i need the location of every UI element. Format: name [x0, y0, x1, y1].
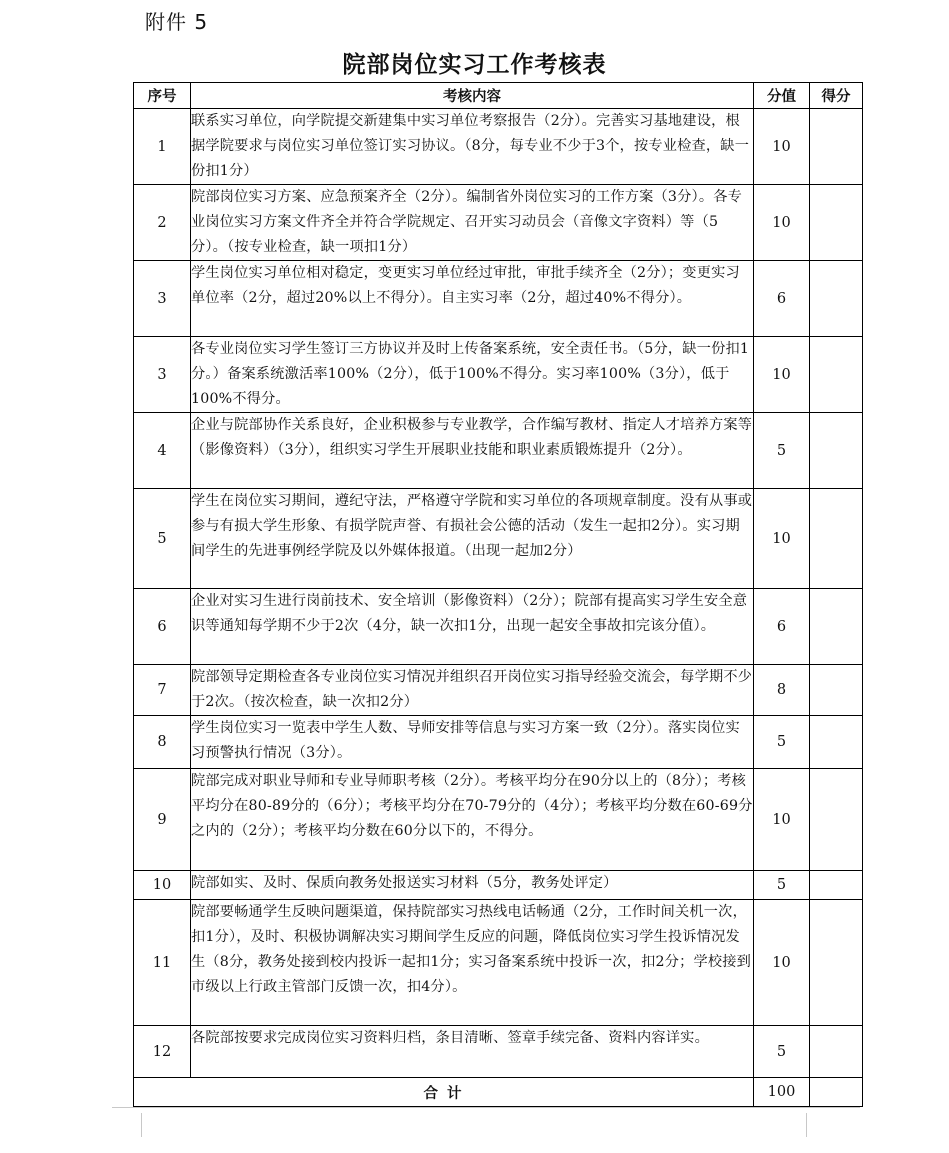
row-got-cell [810, 337, 863, 413]
table-row [134, 413, 863, 489]
row-num: 3 [134, 337, 191, 413]
table-row [134, 337, 863, 413]
table-row [134, 769, 863, 871]
row-num: 1 [134, 109, 191, 185]
header-num: 序号 [134, 83, 191, 109]
row-num: 10 [134, 871, 191, 900]
row-content: 学生岗位实习单位相对稳定，变更实习单位经过审批，审批手续齐全（2分）；变更实习单位率（2分，超过20%以上不得分）。自主实习率（2分，超过40%不得分）。 [191, 261, 754, 337]
header-content: 考核内容 [191, 83, 754, 109]
row-content: 企业对实习生进行岗前技术、安全培训（影像资料）（2分）；院部有提高实习学生安全意识等通知每学期不少于2次（4分，缺一次扣1分，出现一起安全事故扣完该分值）。 [191, 589, 754, 665]
row-got-cell [810, 900, 863, 1026]
row-got-cell [810, 413, 863, 489]
table-row [134, 871, 863, 900]
row-num: 5 [134, 489, 191, 589]
total-label: 合 计 [134, 1078, 754, 1107]
page-margin-tick-right [806, 1113, 807, 1137]
header-score: 分值 [754, 83, 810, 109]
row-score: 10 [754, 109, 810, 185]
table-row [134, 1026, 863, 1078]
page-margin-line [112, 1107, 860, 1108]
row-got-cell [810, 185, 863, 261]
header-got: 得分 [810, 83, 863, 109]
row-score: 10 [754, 769, 810, 871]
row-num: 9 [134, 769, 191, 871]
row-score: 10 [754, 337, 810, 413]
row-content: 企业与院部协作关系良好，企业积极参与专业教学，合作编写教材、指定人才培养方案等（影像资料）（3分），组织实习学生开展职业技能和职业素质锻炼提升（2分）。 [191, 413, 754, 489]
row-got-cell [810, 665, 863, 716]
table-row [134, 185, 863, 261]
row-score: 5 [754, 716, 810, 769]
table-row [134, 589, 863, 665]
page-margin-tick-left [141, 1113, 142, 1137]
row-got-cell [810, 489, 863, 589]
table-row [134, 489, 863, 589]
row-content: 各专业岗位实习学生签订三方协议并及时上传备案系统，安全责任书。（5分，缺一份扣1分。）备案系统激活率100%（2分），低于100%不得分。实习率100%（3分），低于100%不得分。 [191, 337, 754, 413]
row-content: 院部领导定期检查各专业岗位实习情况并组织召开岗位实习指导经验交流会，每学期不少于2次。（按次检查，缺一次扣2分） [191, 665, 754, 716]
total-got-cell [810, 1078, 863, 1107]
row-content: 学生在岗位实习期间，遵纪守法，严格遵守学院和实习单位的各项规章制度。没有从事或参与有损大学生形象、有损学院声誉、有损社会公德的活动（发生一起扣2分）。实习期间学生的先进事例经学院及以外媒体报道。（出现一起加2分） [191, 489, 754, 589]
row-content: 院部如实、及时、保质向教务处报送实习材料（5分，教务处评定） [191, 871, 754, 900]
document-title: 院部岗位实习工作考核表 [342, 51, 607, 78]
row-got-cell [810, 109, 863, 185]
row-num: 6 [134, 589, 191, 665]
row-got-cell [810, 769, 863, 871]
row-content: 联系实习单位，向学院提交新建集中实习单位考察报告（2分）。完善实习基地建设，根据学院要求与岗位实习单位签订实习协议。（8分，每专业不少于3个，按专业检查，缺一份扣1分） [191, 109, 754, 185]
row-score: 6 [754, 261, 810, 337]
row-score: 6 [754, 589, 810, 665]
row-num: 4 [134, 413, 191, 489]
row-content: 各院部按要求完成岗位实习资料归档，条目清晰、签章手续完备、资料内容详实。 [191, 1026, 754, 1078]
row-content: 院部完成对职业导师和专业导师职考核（2分）。考核平均分在90分以上的（8分）；考核平均分在80-89分的（6分）；考核平均分在70-79分的（4分）；考核平均分数在60-69分之内的（2分）；考核平均分数在60分以下的，不得分。 [191, 769, 754, 871]
row-got-cell [810, 1026, 863, 1078]
row-got-cell [810, 589, 863, 665]
table-header-row [134, 83, 863, 109]
row-got-cell [810, 871, 863, 900]
row-got-cell [810, 716, 863, 769]
row-content: 院部岗位实习方案、应急预案齐全（2分）。编制省外岗位实习的工作方案（3分）。各专业岗位实习方案文件齐全并符合学院规定、召开实习动员会（音像文字资料）等（5分）。（按专业检查，缺一项扣1分） [191, 185, 754, 261]
row-num: 7 [134, 665, 191, 716]
table-row [134, 261, 863, 337]
row-score: 10 [754, 185, 810, 261]
row-content: 学生岗位实习一览表中学生人数、导师安排等信息与实习方案一致（2分）。落实岗位实习预警执行情况（3分）。 [191, 716, 754, 769]
table-row [134, 109, 863, 185]
row-score: 5 [754, 871, 810, 900]
row-got-cell [810, 261, 863, 337]
table-row [134, 900, 863, 1026]
row-score: 5 [754, 1026, 810, 1078]
row-score: 5 [754, 413, 810, 489]
evaluation-table [133, 82, 863, 1107]
row-content: 院部要畅通学生反映问题渠道，保持院部实习热线电话畅通（2分，工作时间关机一次，扣1分），及时、积极协调解决实习期间学生反应的问题，降低岗位实习学生投诉情况发生（8分，教务处接到校内投诉一起扣1分；实习备案系统中投诉一次，扣2分；学校接到市级以上行政主管部门反馈一次，扣4分）。 [191, 900, 754, 1026]
table-row [134, 716, 863, 769]
row-num: 3 [134, 261, 191, 337]
total-row [134, 1078, 863, 1107]
row-num: 8 [134, 716, 191, 769]
attachment-label: 附件 5 [145, 10, 209, 34]
row-score: 8 [754, 665, 810, 716]
row-num: 2 [134, 185, 191, 261]
row-score: 10 [754, 900, 810, 1026]
row-num: 12 [134, 1026, 191, 1078]
table-row [134, 665, 863, 716]
row-num: 11 [134, 900, 191, 1026]
row-score: 10 [754, 489, 810, 589]
total-score: 100 [754, 1078, 810, 1107]
